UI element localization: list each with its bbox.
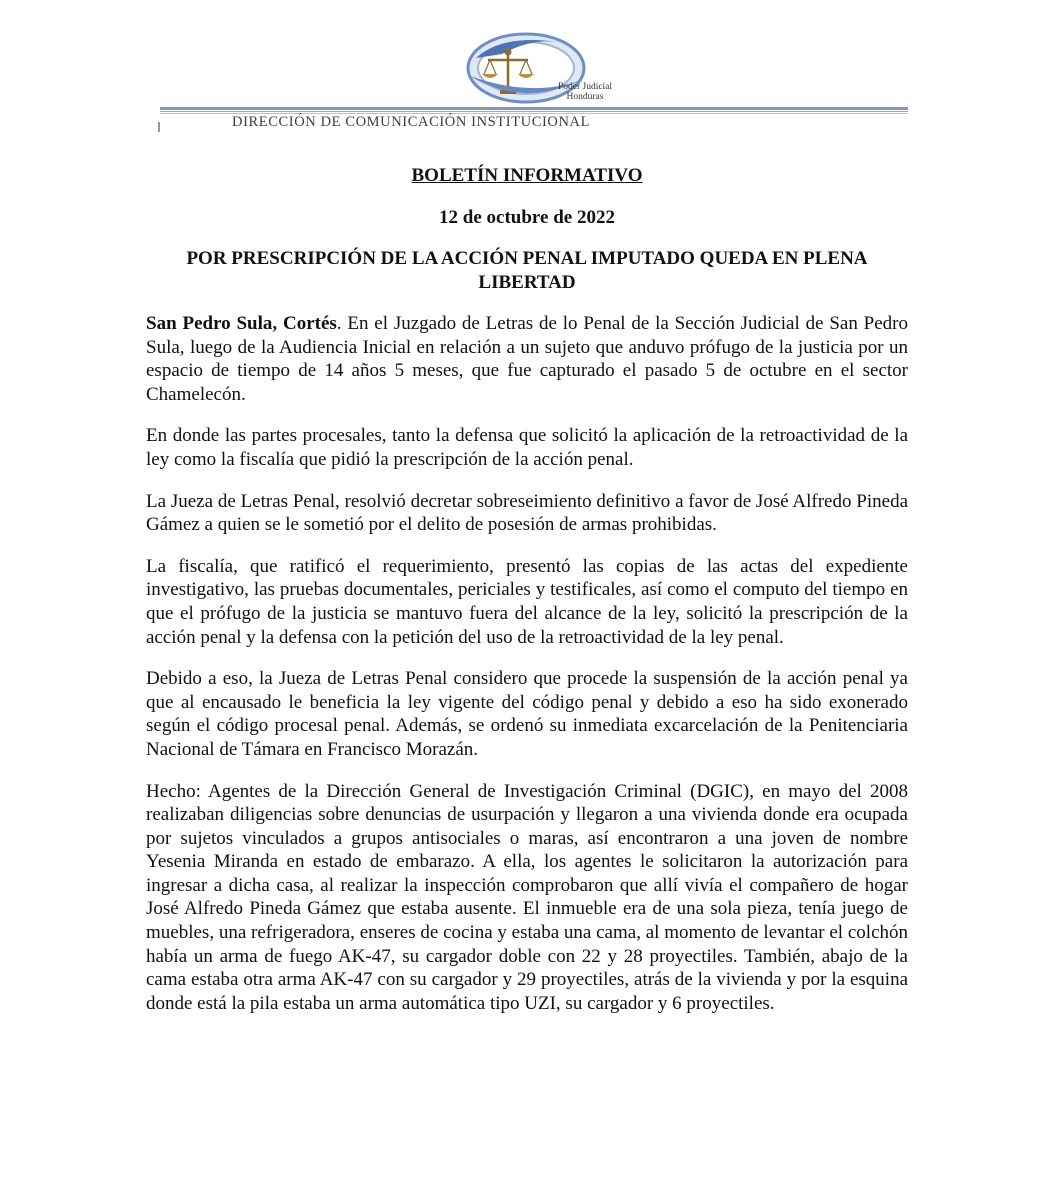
body-paragraph: En donde las partes procesales, tanto la defensa que solicitó la aplicación de la retroactividad de la ley como la fiscalía que pidió la prescripción de la acción penal. [146,425,908,470]
body-paragraph: La Jueza de Letras Penal, resolvió decretar sobreseimiento definitivo a favor de José Alfredo Pineda Gámez a quien se le sometió por el delito de posesión de armas prohibidas. [146,490,908,536]
lead-paragraph [146,312,908,406]
org-line-2: Honduras [566,92,604,102]
header-tick [158,122,160,132]
bulletin-title: BOLETÍN INFORMATIVO [411,165,643,186]
organization-name [540,82,630,102]
bulletin-headline: POR PRESCRIPCIÓN DE LA ACCIÓN PENAL IMPUTADO QUEDA EN PLENA LIBERTAD [186,248,868,293]
lead-place: San Pedro Sula, Cortés [146,313,337,334]
bulletin-date: 12 de octubre de 2022 [439,207,615,228]
department-name: DIRECCIÓN DE COMUNICACIÓN INSTITUCIONAL [232,114,591,130]
body-paragraph: La fiscalía, que ratificó el requerimiento, presentó las copias de las actas del expediente investigativo, las pruebas documentales, periciales y testificales, así como el computo del tiempo en que el prófugo de la justicia se mantuvo fuera del alcance de la ley, solicitó la prescripción de la acción penal y la defensa con la petición del uso de la retroactividad de la ley penal. [146,555,908,648]
bulletin-body [146,312,908,1033]
letterhead [0,0,1054,140]
body-paragraph: Debido a eso, la Jueza de Letras Penal considero que procede la suspensión de la acción penal ya que al encausado le beneficia la ley vigente del código penal y debido a eso ha sido exonerado según el código procesal penal. Además, se ordenó su inmediata excarcelación de la Penitenciaria Nacional de Támara en Francisco Morazán. [146,668,908,760]
lead-text: . En el Juzgado de Letras de lo Penal de la Sección Judicial de San Pedro Sula, luego de la Audiencia Inicial en relación a un sujeto que anduvo prófugo de la justicia por un espacio de tiempo de 14 años 5 meses, que fue capturado el pasado 5 de octubre en el sector Chamelecón. [146,313,908,405]
header-rule [160,107,908,110]
header-rule [160,111,908,112]
org-line-1: Poder Judicial [557,82,613,92]
body-paragraph: Hecho: Agentes de la Dirección General de Investigación Criminal (DGIC), en mayo del 2008 realizaban diligencias sobre denuncias de usurpación y llegaron a una vivienda donde era ocupada por sujetos vinculados a grupos antisociales o maras, así encontraron a una joven de nombre Yesenia Miranda en estado de embarazo. A ella, los agentes le solicitaron la autorización para ingresar a dicha casa, al realizar la inspección comprobaron que allí vivía el compañero de hogar José Alfredo Pineda Gámez que estaba ausente. El inmueble era de una sola pieza, tenía juego de muebles, una refrigeradora, enseres de cocina y estaba una cama, al momento de levantar el colchón había un arma de fuego AK-47, su cargador doble con 22 y 28 proyectiles. También, abajo de la cama estaba otra arma AK-47 con su cargador y 29 proyectiles, atrás de la vivienda y por la esquina donde está la pila estaba un arma automática tipo UZI, su cargador y 6 proyectiles. [146,780,908,1014]
